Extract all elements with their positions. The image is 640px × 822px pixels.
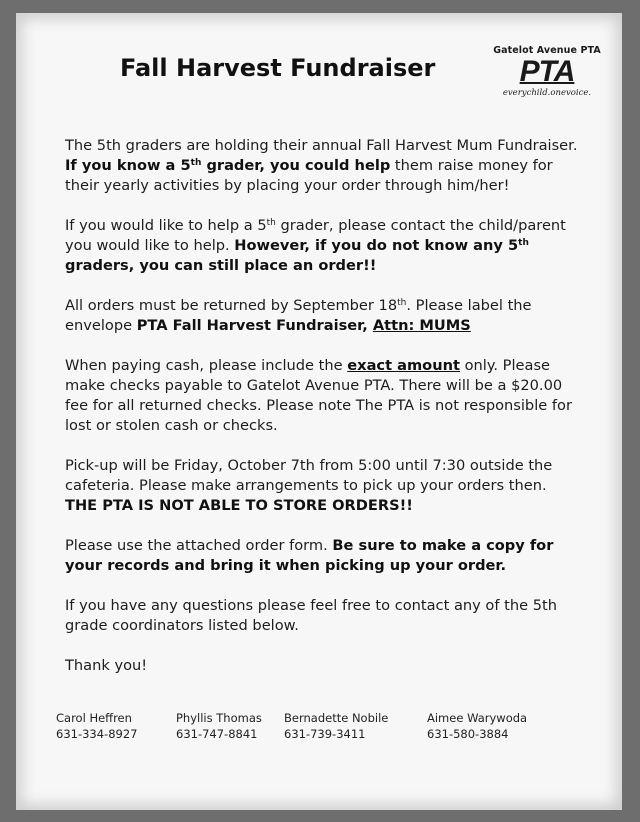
paragraph-help: If you would like to help a 5th grader, please contact the child/parent you would like to help. However, if you do not know any 5th graders, you can still place an order!! (65, 217, 566, 274)
paragraph-pickup: Pick-up will be Friday, October 7th from 5:00 until 7:30 outside the cafeteria. Please make arrangements to pick up your orders then. THE PTA IS NOT ABLE TO STORE ORDERS!! (65, 457, 553, 514)
pta-logo (492, 45, 602, 98)
contact-phone: 631-334-8927 (56, 727, 138, 741)
paragraph-deadline: All orders must be returned by September 18th. Please label the envelope PTA Fall Harvest Fundraiser, Attn: MUMS (65, 297, 532, 334)
contact-phone: 631-580-3884 (427, 727, 509, 741)
contact-name: Carol Heffren (56, 711, 132, 725)
flyer-title: Fall Harvest Fundraiser (120, 54, 436, 82)
paragraph-order-form: Please use the attached order form. Be sure to make a copy for your records and bring it when picking up your order. (65, 537, 554, 574)
contact-phone: 631-747-8841 (176, 727, 258, 741)
contact-card (284, 710, 388, 742)
paragraph-questions: If you have any questions please feel free to contact any of the 5th grade coordinators listed below. (65, 597, 557, 634)
logo-org-name: Gatelot Avenue PTA (493, 45, 601, 56)
paragraph-payment: When paying cash, please include the exact amount only. Please make checks payable to Gatelot Avenue PTA. There will be a $20.00 fee for all returned checks. Please note The PTA is not responsible for lost or stolen cash or checks. (65, 357, 572, 434)
paragraph-intro: The 5th graders are holding their annual Fall Harvest Mum Fundraiser. If you know a 5th grader, you could help them raise money for their yearly activities by placing your order through him/her! (65, 137, 578, 194)
contact-phone: 631-739-3411 (284, 727, 366, 741)
closing-text: Thank you! (65, 657, 148, 674)
contact-card (176, 710, 262, 742)
contact-name: Phyllis Thomas (176, 711, 262, 725)
contact-name: Bernadette Nobile (284, 711, 389, 725)
logo-tagline: everychild.onevoice. (502, 88, 592, 98)
flyer-body (65, 136, 585, 696)
contact-card (427, 710, 527, 742)
logo-mark: PTA (519, 55, 575, 88)
contact-card (56, 710, 137, 742)
contact-name: Aimee Warywoda (427, 711, 528, 725)
